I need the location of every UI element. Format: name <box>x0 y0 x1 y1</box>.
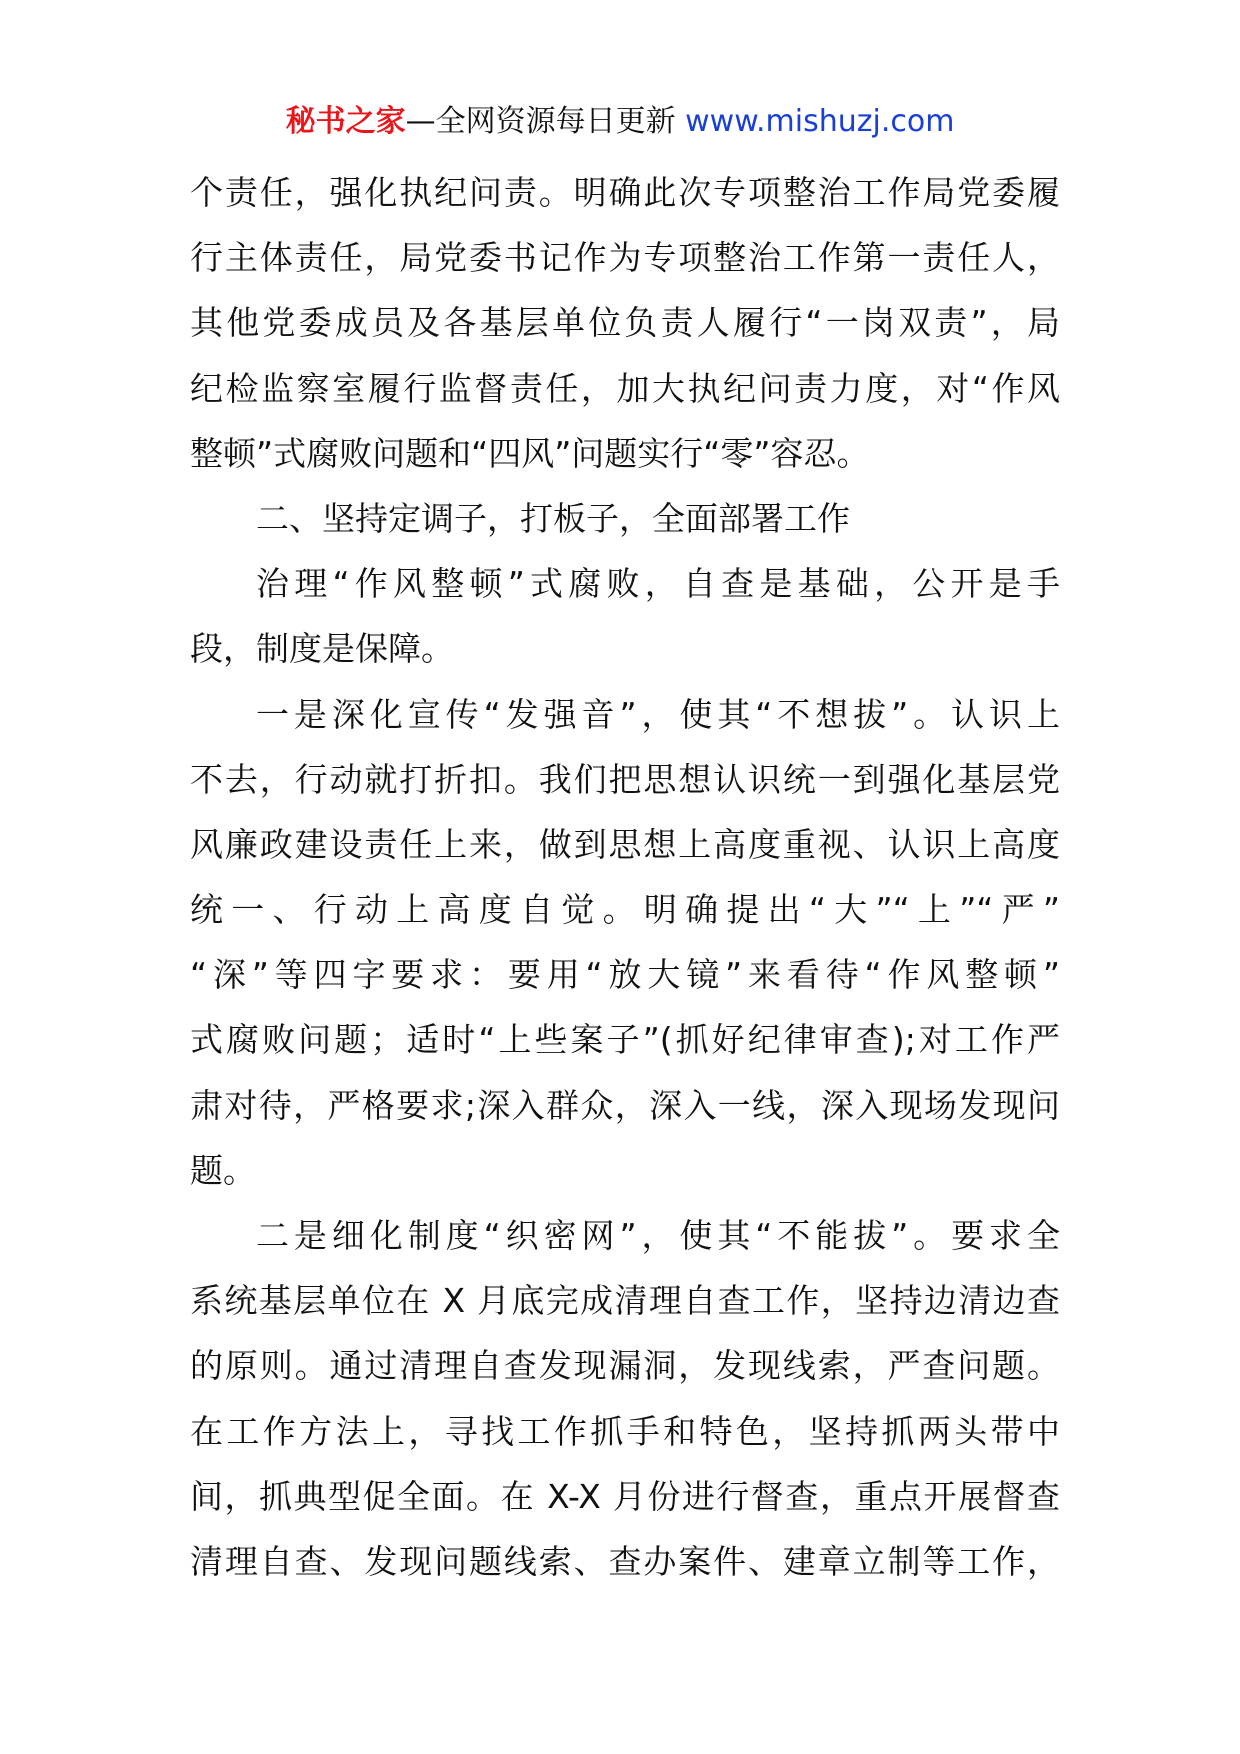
text-line: 整顿”式腐败问题和“四风”问题实行“零”容忍。 <box>190 433 870 473</box>
text-line: 个责任，强化执纪问责。明确此次专项整治工作局党委履 <box>190 173 1060 212</box>
site-brand: 秘书之家 <box>285 104 406 139</box>
text-line: 行主体责任，局党委书记作为专项整治工作第一责任人， <box>190 238 1060 278</box>
text-line: 统一、行动上高度自觉。明确提出“大”“上”“严” <box>190 890 1060 930</box>
text-line: 题。 <box>190 1150 256 1190</box>
text-line: 二是细化制度“织密网”，使其“不能拔”。要求全 <box>256 1216 1060 1255</box>
text-line: 式腐败问题；适时“上些案子”(抓好纪律审查);对工作严 <box>190 1020 1060 1060</box>
text-line: 不去，行动就打折扣。我们把思想认识统一到强化基层党 <box>190 759 1060 799</box>
text-line: 的原则。通过清理自查发现漏洞，发现线索，严查问题。 <box>190 1346 1060 1386</box>
text-line: 清理自查、发现问题线索、查办案件、建章立制等工作， <box>190 1541 1060 1581</box>
document-body <box>190 160 1060 1594</box>
text-line: 在工作方法上，寻找工作抓手和特色，坚持抓两头带中 <box>190 1411 1060 1451</box>
text-line: 纪检监察室履行监督责任，加大执纪问责力度，对“作风 <box>190 368 1060 408</box>
text-line: 二、坚持定调子，打板子，全面部署工作 <box>256 498 850 538</box>
text-line: 治理“作风整顿”式腐败，自查是基础，公开是手 <box>256 564 1060 604</box>
text-line: 段，制度是保障。 <box>190 629 454 669</box>
text-line: “深”等四字要求：要用“放大镜”来看待“作风整顿” <box>190 955 1060 995</box>
site-tagline: —全网资源每日更新 <box>405 104 686 139</box>
text-line: 一是深化宣传“发强音”，使其“不想拔”。认识上 <box>256 694 1060 734</box>
text-line: 肃对待，严格要求;深入群众，深入一线，深入现场发现问 <box>190 1085 1060 1125</box>
text-line: 系统基层单位在 X 月底完成清理自查工作，坚持边清边查 <box>190 1281 1060 1321</box>
site-url-link[interactable]: www.mishuzj.com <box>685 104 955 139</box>
text-line: 风廉政建设责任上来，做到思想上高度重视、认识上高度 <box>190 824 1060 864</box>
text-line: 其他党委成员及各基层单位负责人履行“一岗双责”，局 <box>190 303 1060 343</box>
text-line: 间，抓典型促全面。在 X-X 月份进行督查，重点开展督查 <box>190 1476 1060 1516</box>
page-header <box>0 100 1240 144</box>
